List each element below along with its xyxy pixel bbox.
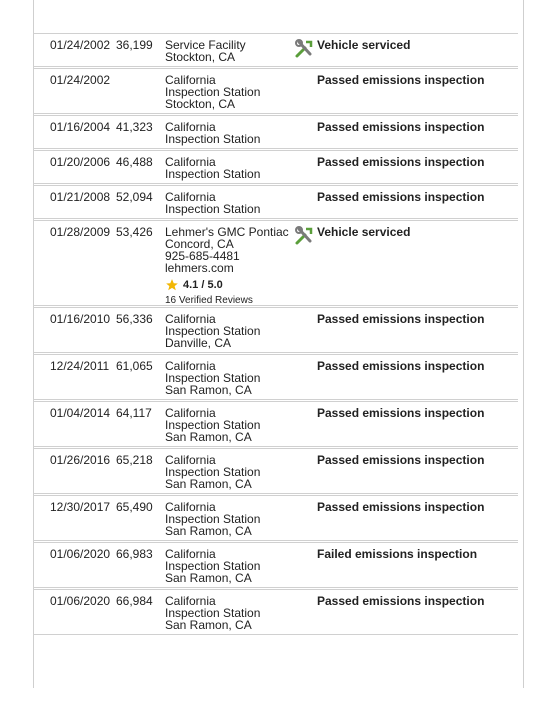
source-line: Stockton, CA xyxy=(165,97,236,111)
table-row xyxy=(33,589,518,635)
source-line: Stockton, CA xyxy=(165,50,236,64)
record-mileage: 66,984 xyxy=(116,594,153,608)
record-event: Passed emissions inspection xyxy=(317,155,485,169)
record-icon-cell xyxy=(290,186,317,218)
source-line: Inspection Station xyxy=(165,371,261,385)
record-date: 01/26/2016 xyxy=(50,453,111,467)
record-event: Passed emissions inspection xyxy=(317,312,485,326)
record-source xyxy=(165,308,290,352)
source-line: Inspection Station xyxy=(165,512,261,526)
record-date: 01/06/2020 xyxy=(50,547,111,561)
source-line: Inspection Station xyxy=(165,465,261,479)
record-source xyxy=(165,116,290,148)
record-source xyxy=(165,151,290,183)
record-icon-cell xyxy=(290,221,317,305)
source-line: Inspection Station xyxy=(165,167,261,181)
source-line: Inspection Station xyxy=(165,85,261,99)
record-source xyxy=(165,355,290,399)
table-row xyxy=(33,401,518,447)
record-icon-cell xyxy=(290,355,317,399)
record-date: 01/06/2020 xyxy=(50,594,111,608)
source-line: 925-685-4481 xyxy=(165,249,240,263)
record-event: Passed emissions inspection xyxy=(317,594,485,608)
source-line: San Ramon, CA xyxy=(165,524,252,538)
record-date: 01/20/2006 xyxy=(50,155,111,169)
source-line: California xyxy=(165,120,216,134)
record-mileage: 66,983 xyxy=(116,547,153,561)
table-row xyxy=(33,448,518,494)
record-source xyxy=(165,34,290,66)
record-mileage: 61,065 xyxy=(116,359,153,373)
record-mileage: 65,490 xyxy=(116,500,153,514)
source-line: California xyxy=(165,73,216,87)
source-line: Concord, CA xyxy=(165,237,234,251)
source-line: San Ramon, CA xyxy=(165,618,252,632)
source-line: Inspection Station xyxy=(165,132,261,146)
source-line: Inspection Station xyxy=(165,606,261,620)
record-event: Passed emissions inspection xyxy=(317,406,485,420)
record-icon-cell xyxy=(290,496,317,540)
source-line: California xyxy=(165,190,216,204)
source-line: California xyxy=(165,453,216,467)
record-icon-cell xyxy=(290,402,317,446)
record-event: Passed emissions inspection xyxy=(317,120,485,134)
record-event: Passed emissions inspection xyxy=(317,500,485,514)
source-line: Lehmer's GMC Pontiac xyxy=(165,225,289,239)
source-website-link[interactable]: lehmers.com xyxy=(165,261,234,275)
record-icon-cell xyxy=(290,116,317,148)
record-source xyxy=(165,496,290,540)
source-line: California xyxy=(165,547,216,561)
table-row xyxy=(33,495,518,541)
source-line: Inspection Station xyxy=(165,418,261,432)
record-mileage: 36,199 xyxy=(116,38,153,52)
record-date: 01/16/2010 xyxy=(50,312,111,326)
table-row xyxy=(33,115,518,149)
record-mileage: 52,094 xyxy=(116,190,153,204)
source-line: Inspection Station xyxy=(165,559,261,573)
source-line: San Ramon, CA xyxy=(165,430,252,444)
wrench-screwdriver-icon xyxy=(294,39,314,59)
source-line: Service Facility xyxy=(165,38,246,52)
record-date: 01/24/2002 xyxy=(50,73,111,87)
record-icon-cell xyxy=(290,543,317,587)
record-source xyxy=(165,186,290,218)
record-date: 01/24/2002 xyxy=(50,38,111,52)
source-line: San Ramon, CA xyxy=(165,383,252,397)
table-row xyxy=(33,354,518,400)
record-date: 01/28/2009 xyxy=(50,225,111,239)
source-line: California xyxy=(165,406,216,420)
record-source xyxy=(165,221,290,305)
table-row xyxy=(33,542,518,588)
source-line: California xyxy=(165,312,216,326)
record-date: 01/21/2008 xyxy=(50,190,111,204)
source-line: California xyxy=(165,500,216,514)
record-source xyxy=(165,543,290,587)
record-icon-cell xyxy=(290,151,317,183)
record-event: Vehicle serviced xyxy=(317,225,411,239)
record-icon-cell xyxy=(290,590,317,634)
record-event: Passed emissions inspection xyxy=(317,453,485,467)
record-source xyxy=(165,69,290,113)
service-history-table xyxy=(33,33,518,636)
table-row xyxy=(33,150,518,184)
source-line: San Ramon, CA xyxy=(165,571,252,585)
source-line: San Ramon, CA xyxy=(165,477,252,491)
source-line: Danville, CA xyxy=(165,336,232,350)
verified-reviews-link[interactable]: 16 Verified Reviews xyxy=(165,295,253,306)
table-row xyxy=(33,33,518,67)
record-date: 01/04/2014 xyxy=(50,406,111,420)
record-mileage xyxy=(116,69,165,113)
rating-value: 4.1 / 5.0 xyxy=(183,279,223,291)
source-line: Inspection Station xyxy=(165,202,261,216)
record-source xyxy=(165,449,290,493)
record-date: 12/24/2011 xyxy=(50,359,110,373)
record-date: 12/30/2017 xyxy=(50,500,111,514)
rating xyxy=(165,278,290,292)
record-date: 01/16/2004 xyxy=(50,120,111,134)
record-source xyxy=(165,590,290,634)
record-mileage: 46,488 xyxy=(116,155,153,169)
record-icon-cell xyxy=(290,308,317,352)
record-event: Passed emissions inspection xyxy=(317,190,485,204)
record-icon-cell xyxy=(290,69,317,113)
record-event: Passed emissions inspection xyxy=(317,359,485,373)
record-mileage: 53,426 xyxy=(116,225,153,239)
source-line: California xyxy=(165,594,216,608)
record-mileage: 41,323 xyxy=(116,120,153,134)
table-row xyxy=(33,307,518,353)
record-mileage: 64,117 xyxy=(116,406,152,420)
record-mileage: 56,336 xyxy=(116,312,153,326)
record-icon-cell xyxy=(290,34,317,66)
star-icon xyxy=(165,278,179,292)
source-line: California xyxy=(165,359,216,373)
table-row xyxy=(33,68,518,114)
record-icon-cell xyxy=(290,449,317,493)
table-row xyxy=(33,220,518,306)
record-source xyxy=(165,402,290,446)
record-event: Failed emissions inspection xyxy=(317,547,478,561)
record-event: Passed emissions inspection xyxy=(317,73,485,87)
record-event: Vehicle serviced xyxy=(317,38,411,52)
record-mileage: 65,218 xyxy=(116,453,153,467)
source-line: California xyxy=(165,155,216,169)
wrench-screwdriver-icon xyxy=(294,226,314,246)
source-line: Inspection Station xyxy=(165,324,261,338)
table-row xyxy=(33,185,518,219)
